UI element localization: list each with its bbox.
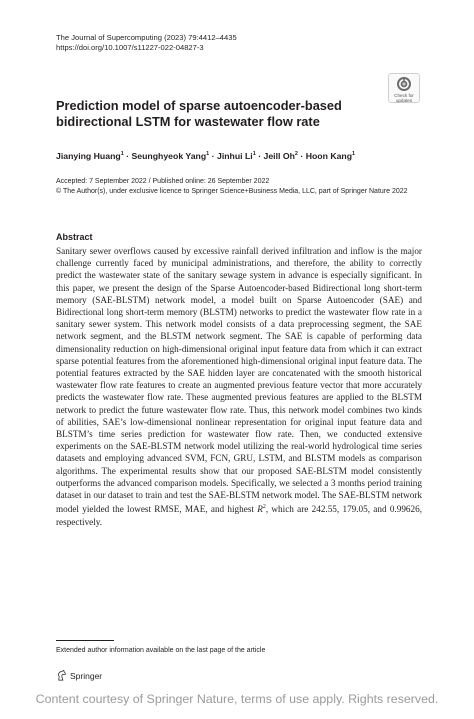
journal-citation: The Journal of Supercomputing (2023) 79:4412–4435 [56,33,237,42]
author-list [56,149,355,162]
author-name[interactable]: Seunghyeok Yang [131,150,207,161]
r-squared-symbol: R [257,504,263,515]
author-affiliation: 1 [120,151,124,157]
author-name[interactable]: Jianying Huang [56,150,121,161]
title-line-1: Prediction model of sparse autoencoder-based [56,98,342,113]
courtesy-watermark: Content courtesy of Springer Nature, terms of use apply. Rights reserved. [35,692,439,706]
copyright-notice: © The Author(s), under exclusive licence to Springer Science+Business Media, LLC, part of Springer Nature 2022 [56,187,408,195]
author-separator: · [211,150,215,161]
author-separator: · [126,150,130,161]
accepted-published-dates: Accepted: 7 September 2022 / Published online: 26 September 2022 [56,178,270,185]
publication-dates [56,177,426,196]
author-name[interactable]: Jinhui Li [216,150,253,161]
publisher-logo [56,670,102,681]
author-separator: · [300,150,304,161]
author-info-footnote: Extended author information available on the last page of the article [56,647,266,654]
abstract-heading: Abstract [56,232,93,242]
author-affiliation: 1 [206,151,210,157]
author-affiliation: 1 [352,151,356,157]
springer-horse-icon [56,670,67,681]
doi-link[interactable]: https://doi.org/10.1007/s11227-022-04827-3 [56,43,204,52]
r-squared-exponent: 2 [262,504,266,511]
article-title [56,98,386,129]
author-affiliation: 1 [252,151,256,157]
title-line-2: bidirectional LSTM for wastewater flow rate [56,113,320,129]
author-name[interactable]: Hoon Kang [305,150,353,161]
journal-header [56,33,237,53]
abstract-text-end: , which are 242.55, 179.05, and 0.99626, respectively. [56,504,422,527]
author-affiliation: 2 [294,151,298,157]
check-for-updates-badge[interactable] [388,73,420,103]
author-separator: · [258,150,262,161]
publisher-name: Springer [70,670,103,681]
check-for-updates-icon [396,76,412,92]
abstract-body [56,245,422,528]
author-name[interactable]: Jeill Oh [263,150,295,161]
abstract-text: Sanitary sewer overflows caused by excessive rainfall derived infiltration and inflow is the major challenge currently faced by municipal administrations, and therefore, the ability to correctly predict the wastewater state of the sanitary sewage system in advance is especially significant. In this paper, we present the design of the Sparse Autoencoder-based Bidirectional long short-term memory (SAE-BLSTM) network model, a model built on Sparse Autoencoder (SAE) and Bidirectional long short-term memory (BLSTM) networks to predict the wastewater flow rate in a sanitary sewer system. This network model consists of a data preprocessing segment, the SAE network segment, and the BLSTM network segment. The SAE is capable of performing data dimensionality reduction on high-dimensional original input feature data from which it can extract sparse potential features from the aforementioned high-dimensional original input feature data. The potential features extracted by the SAE hidden layer are concatenated with the smooth historical wastewater flow rate features to create an augmented previous feature vector that more accurately predicts the wastewater flow rate. These augmented previous features are applied to the BLSTM network to predict the future wastewater flow rate. Thus, this network model combines two kinds of abilities, SAE’s low-dimensional nonlinear representation for original input feature data and BLSTM’s time series prediction for wastewater flow rate. Then, we conducted extensive experiments on the SAE-BLSTM network model utilizing the real-world hydrological time series datasets and employing advanced SVM, FCN, GRU, LSTM, and BLSTM models as comparison algorithms. The experimental results show that our proposed SAE-BLSTM model consistently outperforms the advanced comparison models. Specifically, we selected a 3 months period training dataset in our dataset to train and test the SAE-BLSTM network model. The SAE-BLSTM network model yielded the lowest RMSE, MAE, and highest [56,246,422,515]
footnote-divider [56,640,114,641]
badge-label: Check for updates [394,93,414,103]
